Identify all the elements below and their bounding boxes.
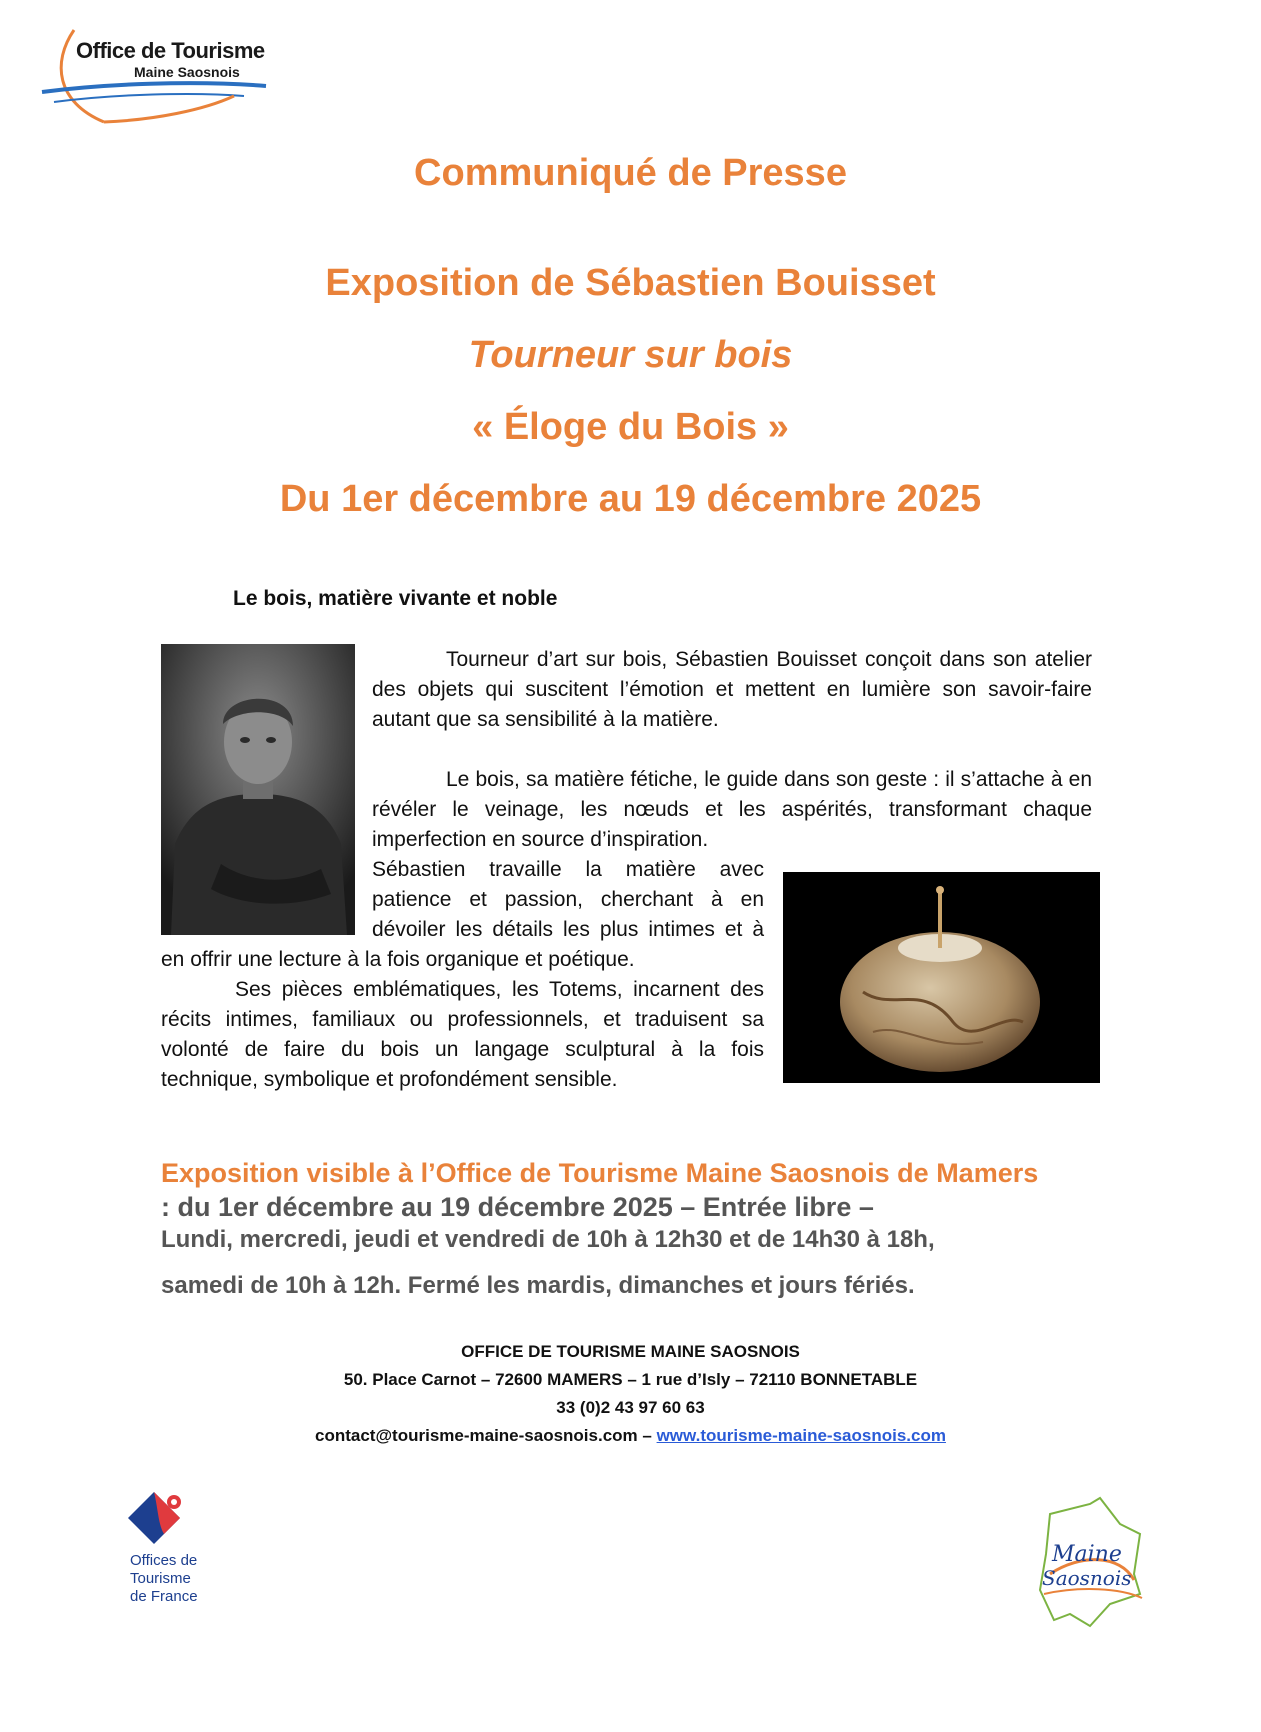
office-tourisme-logo [34, 22, 274, 132]
wood-sculpture-photo [783, 872, 1100, 1083]
contact-email-web [0, 1426, 1261, 1446]
contact-address: 50. Place Carnot – 72600 MAMERS – 1 rue d’Isly – 72110 BONNETABLE [343, 1370, 918, 1389]
otf-logo-text [130, 1552, 198, 1606]
visit-hours-saturday: samedi de 10h à 12h. Fermé les mardis, dimanches et jours fériés. [161, 1272, 915, 1299]
offices-tourisme-france-logo [124, 1488, 214, 1608]
maine-saosnois-logo [1030, 1494, 1150, 1634]
paragraph-3-end: en offrir une lecture à la fois organique et poétique. [161, 948, 635, 971]
paragraph-2: Le bois, sa matière fétiche, le guide dans son geste : il s’attache à en révéler le veinage, les nœuds et les aspérités, transformant chaque imperfection en source d’inspiration. [372, 768, 1092, 851]
website-link[interactable]: www.tourisme-maine-saosnois.com [656, 1426, 946, 1445]
otf-line-2: Tourisme [130, 1570, 191, 1587]
exhibition-dates: Du 1er décembre au 19 décembre 2025 [279, 478, 982, 520]
ms-logo-line-1: Maine [1052, 1542, 1122, 1567]
artist-portrait-photo [161, 644, 355, 935]
section-subheading: Le bois, matière vivante et noble [233, 587, 558, 610]
visit-dates: : du 1er décembre au 19 décembre 2025 – Entrée libre – [161, 1192, 874, 1222]
otf-line-3: de France [130, 1588, 198, 1605]
contact-email[interactable]: contact@tourisme-maine-saosnois.com [315, 1426, 638, 1445]
otf-diamond-icon [124, 1488, 194, 1552]
press-release-heading: Communiqué de Presse [414, 152, 847, 194]
exhibition-name: « Éloge du Bois » [472, 406, 789, 448]
paragraph-4: Ses pièces emblématiques, les Totems, incarnent des récits intimes, familiaux ou professionnels, et traduisent sa volonté de faire du bois un langage sculptural à la fois technique, symbolique et profondément sensible. [161, 978, 764, 1091]
visit-hours-weekdays: Lundi, mercredi, jeudi et vendredi de 10h à 12h30 et de 14h30 à 18h, [161, 1226, 935, 1253]
logo-subtitle: Maine Saosnois [134, 64, 240, 80]
visit-location: Exposition visible à l’Office de Tourisme Maine Saosnois de Mamers [161, 1158, 1039, 1188]
paragraph-1: Tourneur d’art sur bois, Sébastien Bouisset conçoit dans son atelier des objets qui suscitent l’émotion et mettent en lumière son savoir-faire autant que sa sensibilité à la matière. [372, 648, 1092, 731]
otf-line-1: Offices de [130, 1552, 198, 1569]
contact-organization: OFFICE DE TOURISME MAINE SAOSNOIS [461, 1342, 800, 1361]
exhibition-title: Exposition de Sébastien Bouisset [325, 262, 936, 304]
ms-logo-line-2: Saosnois [1042, 1566, 1132, 1590]
contact-phone: 33 (0)2 43 97 60 63 [556, 1398, 705, 1417]
paragraph-3: Sébastien travaille la matière avec patience et passion, cherchant à en dévoiler les détails les plus intimes et à [372, 858, 764, 941]
logo-title: Office de Tourisme [76, 38, 265, 63]
artist-profession: Tourneur sur bois [468, 334, 793, 376]
contact-separator: – [637, 1426, 657, 1445]
